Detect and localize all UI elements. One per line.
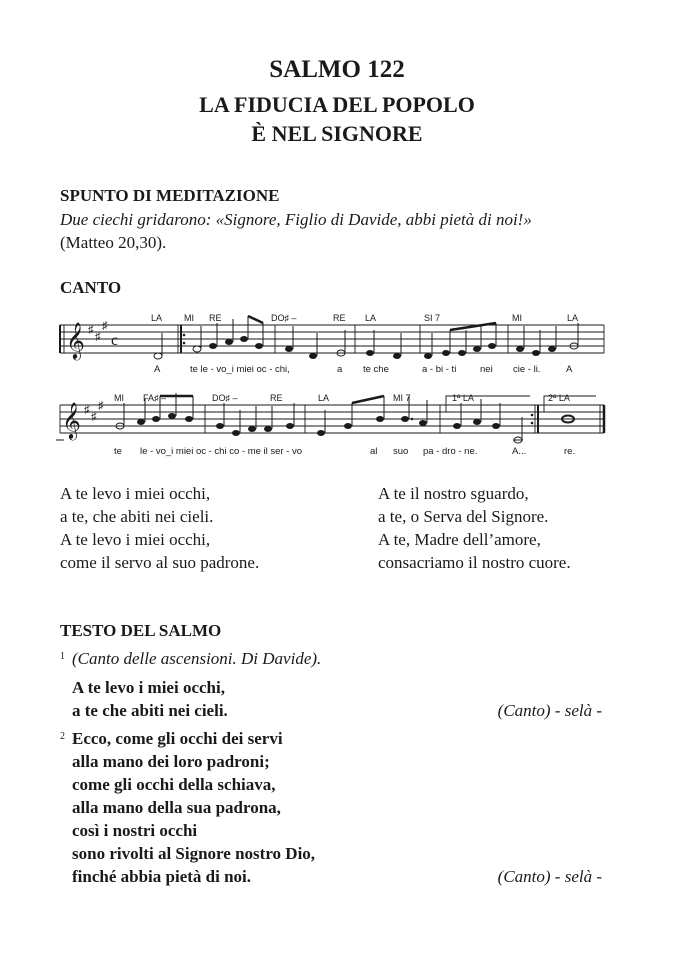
refrain-marker: (Canto) - selà - <box>497 867 602 886</box>
chord-label: LA <box>151 313 163 323</box>
chord-label: RE <box>209 313 222 323</box>
verse-right-line: A te, Madre dell’amore, <box>378 530 541 549</box>
lyric-syllable: suo <box>393 446 409 457</box>
chord-label: SI 7 <box>424 313 441 323</box>
svg-text:𝄞: 𝄞 <box>66 321 85 359</box>
psalm-title: SALMO 122 <box>269 56 405 83</box>
chord-label: MI <box>184 313 194 323</box>
chord-label: RE <box>333 313 346 323</box>
meditation-heading: SPUNTO DI MEDITAZIONE <box>60 186 280 205</box>
chord-label: MI 7 <box>393 393 411 403</box>
lyric-syllable: a - bi - ti <box>422 364 457 375</box>
psalm-line: finché abbia pietà di noi. <box>72 867 252 886</box>
lyric-syllable: nei <box>480 364 493 375</box>
lyric-syllable: cie - li. <box>513 364 541 375</box>
lyric-syllable: a <box>337 364 343 375</box>
psalm-line: sono rivolti al Signore nostro Dio, <box>72 844 316 863</box>
meditation-quote: Due ciechi gridarono: «Signore, Figlio di Davide, abbi pietà di noi!» <box>60 210 532 229</box>
lyric-syllable: te che <box>363 364 389 375</box>
chord-label: RE <box>270 393 283 403</box>
psalm-line: a te che abiti nei cieli. <box>72 701 228 720</box>
verse-right-line: A te il nostro sguardo, <box>378 484 529 503</box>
verse-left-line: A te levo i miei occhi, <box>60 484 211 503</box>
svg-text:𝄞: 𝄞 <box>62 401 81 439</box>
svg-text:♯: ♯ <box>84 404 90 416</box>
chord-label: 2ª LA <box>548 393 570 403</box>
psalm-line: Ecco, come gli occhi dei servi <box>72 729 283 748</box>
verse-right-line: a te, o Serva del Signore. <box>378 507 549 526</box>
svg-text:♯: ♯ <box>88 324 94 336</box>
psalm-line: alla mano dei loro padroni; <box>72 752 270 771</box>
lyric-syllable: A <box>566 364 573 375</box>
svg-text:♯: ♯ <box>95 331 101 343</box>
refrain-marker: (Canto) - selà - <box>497 701 602 720</box>
svg-text:♯: ♯ <box>91 411 97 423</box>
psalm-text-heading: TESTO DEL SALMO <box>60 621 222 640</box>
svg-text:♯: ♯ <box>102 320 108 332</box>
verse-left-line: a te, che abiti nei cieli. <box>60 507 214 526</box>
verse-left-line: come il servo al suo padrone. <box>60 553 260 572</box>
lyric-syllable: A... <box>512 446 527 457</box>
lyric-syllable: te le - vo_i miei oc - chi, <box>190 364 290 375</box>
chord-label: LA <box>318 393 330 403</box>
lyric-syllable: te <box>114 446 122 457</box>
verse-intro: (Canto delle ascensioni. Di Davide). <box>72 649 322 668</box>
lyric-syllable: pa - dro - ne. <box>423 446 478 457</box>
chord-label: DO♯ – <box>212 393 238 403</box>
verse-number: 2 <box>60 731 65 742</box>
verse-right-line: consacriamo il nostro cuore. <box>378 553 571 572</box>
psalm-line: così i nostri occhi <box>72 821 198 840</box>
chord-label: FA♯ – <box>143 393 167 403</box>
psalm-subtitle-2: È NEL SIGNORE <box>251 121 423 146</box>
svg-text:♯: ♯ <box>98 400 104 412</box>
canto-heading: CANTO <box>60 278 122 297</box>
psalm-line: A te levo i miei occhi, <box>72 678 225 697</box>
psalm-line: come gli occhi della schiava, <box>72 775 276 794</box>
staff-1-notes <box>66 320 578 360</box>
chord-label: MI <box>114 393 124 403</box>
chord-label: DO♯ – <box>271 313 297 323</box>
verse-left-line: A te levo i miei occhi, <box>60 530 211 549</box>
lyric-syllable: le - vo_i miei oc - chi co - me il ser - vo <box>140 446 303 457</box>
verse-number: 1 <box>60 651 65 662</box>
lyric-syllable: re. <box>564 446 576 457</box>
psalm-line: alla mano della sua padrona, <box>72 798 281 817</box>
meditation-reference: (Matteo 20,30). <box>60 233 167 252</box>
lyric-syllable: al <box>370 446 378 457</box>
psalm-subtitle-1: LA FIDUCIA DEL POPOLO <box>199 92 475 117</box>
chord-label: LA <box>365 313 377 323</box>
svg-text:c: c <box>111 332 119 349</box>
staff-2-notes <box>62 400 574 443</box>
chord-label: LA <box>567 313 579 323</box>
lyric-syllable: A <box>154 364 161 375</box>
chord-label: 1ª LA <box>452 393 474 403</box>
chord-label: MI <box>512 313 522 323</box>
